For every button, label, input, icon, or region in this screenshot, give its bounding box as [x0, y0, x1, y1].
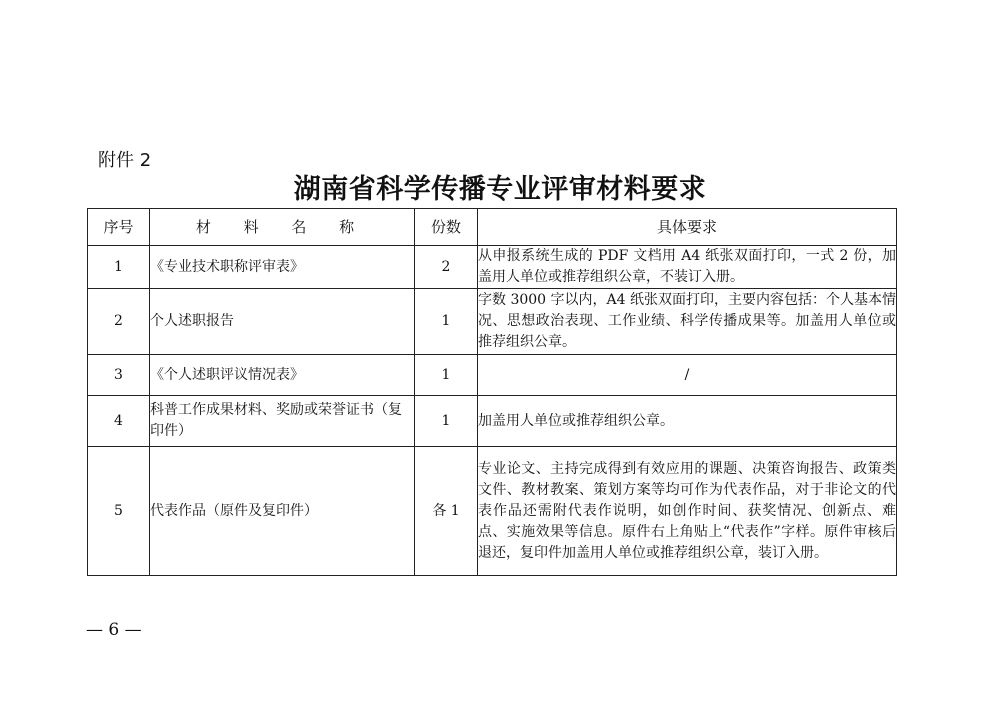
- row-count: 各 1: [415, 447, 478, 576]
- row-num: 2: [88, 289, 150, 355]
- row-num: 5: [88, 447, 150, 576]
- row-requirement: 加盖用人单位或推荐组织公章。: [478, 396, 897, 447]
- header-num: 序号: [88, 209, 150, 246]
- row-count: 1: [415, 289, 478, 355]
- requirements-table: [87, 208, 897, 576]
- header-name: 材 料 名 称: [150, 209, 415, 246]
- row-requirement: 从申报系统生成的 PDF 文档用 A4 纸张双面打印，一式 2 份，加盖用人单位或推荐组织公章，不装订入册。: [478, 246, 897, 289]
- table-row: [88, 396, 897, 447]
- row-name: 《个人述职评议情况表》: [150, 355, 415, 396]
- row-num: 4: [88, 396, 150, 447]
- row-num: 1: [88, 246, 150, 289]
- row-name: 科普工作成果材料、奖励或荣誉证书（复印件）: [150, 396, 415, 447]
- table-row: [88, 246, 897, 289]
- row-name: 个人述职报告: [150, 289, 415, 355]
- row-name: 代表作品（原件及复印件）: [150, 447, 415, 576]
- row-count: 2: [415, 246, 478, 289]
- row-requirement: 字数 3000 字以内，A4 纸张双面打印，主要内容包括：个人基本情况、思想政治表现、工作业绩、科学传播成果等。加盖用人单位或推荐组织公章。: [478, 289, 897, 355]
- table-row: [88, 289, 897, 355]
- page-number: — 6 —: [86, 620, 142, 640]
- row-num: 3: [88, 355, 150, 396]
- document-title: 湖南省科学传播专业评审材料要求: [293, 174, 707, 205]
- header-requirement: 具体要求: [478, 209, 897, 246]
- table-header-row: [88, 209, 897, 246]
- attachment-label: 附件 2: [98, 150, 152, 171]
- row-requirement: /: [478, 355, 897, 396]
- row-count: 1: [415, 396, 478, 447]
- header-count: 份数: [415, 209, 478, 246]
- row-count: 1: [415, 355, 478, 396]
- row-name: 《专业技术职称评审表》: [150, 246, 415, 289]
- row-requirement: 专业论文、主持完成得到有效应用的课题、决策咨询报告、政策类文件、教材教案、策划方案等均可作为代表作品，对于非论文的代表作品还需附代表作说明，如创作时间、获奖情况、创新点、难点、实施效果等信息。原件右上角贴上“代表作”字样。原件审核后退还，复印件加盖用人单位或推荐组织公章，装订入册。: [478, 447, 897, 576]
- table-row: [88, 447, 897, 576]
- table-row: [88, 355, 897, 396]
